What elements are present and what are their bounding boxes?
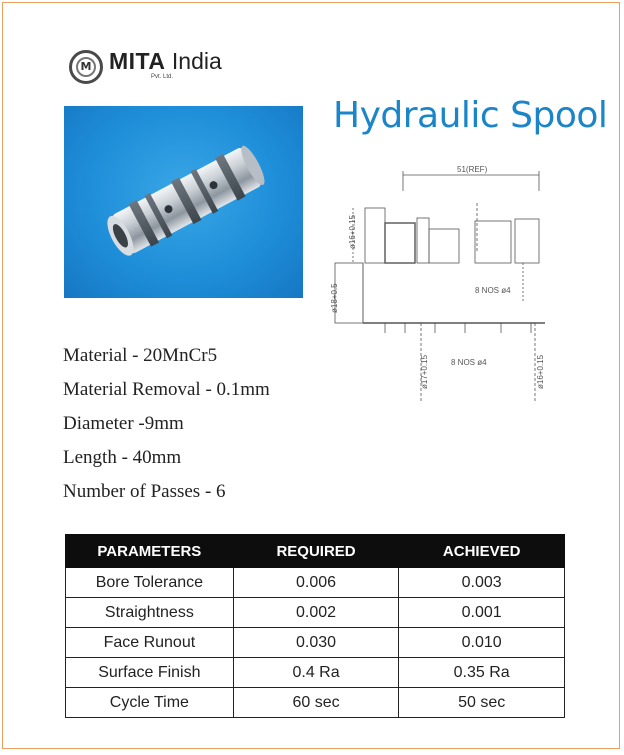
page-title: Hydraulic Spool xyxy=(333,95,608,136)
logo-subtitle: Pvt. Ltd. xyxy=(151,74,174,80)
header-achieved: ACHIEVED xyxy=(399,535,565,568)
spec-material: Material - 20MnCr5 xyxy=(63,345,218,366)
table-header-row xyxy=(66,535,565,568)
cell-parameter: Straightness xyxy=(66,598,234,628)
cell-achieved: 50 sec xyxy=(399,688,565,718)
drawing-label-2: ø18+0.5 xyxy=(330,283,339,313)
logo-name-bold: MITA xyxy=(109,48,166,74)
table-row xyxy=(66,628,565,658)
cell-achieved: 0.010 xyxy=(399,628,565,658)
spec-length: Length - 40mm xyxy=(63,447,182,468)
cell-parameter: Surface Finish xyxy=(66,658,234,688)
cell-achieved: 0.003 xyxy=(399,568,565,598)
mita-emblem-icon xyxy=(69,50,103,84)
logo-text xyxy=(109,50,222,80)
document-page xyxy=(2,2,620,749)
logo-wordmark xyxy=(109,50,222,73)
cell-parameter: Cycle Time xyxy=(66,688,234,718)
cell-required: 0.002 xyxy=(233,598,399,628)
spool-image xyxy=(64,106,303,298)
table-row xyxy=(66,598,565,628)
cell-required: 0.4 Ra xyxy=(233,658,399,688)
product-photo xyxy=(64,106,303,298)
drawing-label-4: ø16+0.15 xyxy=(536,354,545,389)
drawing-label-1: ø16+0.15 xyxy=(348,214,357,249)
drawing-label-3: ø17+0.15 xyxy=(420,354,429,389)
cell-required: 0.030 xyxy=(233,628,399,658)
cell-required: 60 sec xyxy=(233,688,399,718)
technical-drawing xyxy=(325,163,557,403)
drawing-label-6: 8 NOS ø4 xyxy=(451,358,487,367)
logo-name-rest: India xyxy=(165,48,222,74)
table-row xyxy=(66,658,565,688)
header-required: REQUIRED xyxy=(233,535,399,568)
spec-material-removal: Material Removal - 0.1mm xyxy=(63,379,270,400)
cell-parameter: Face Runout xyxy=(66,628,234,658)
cell-parameter: Bore Tolerance xyxy=(66,568,234,598)
drawing-label-5: 8 NOS ø4 xyxy=(475,286,511,295)
spec-list xyxy=(63,343,270,513)
cell-achieved: 0.35 Ra xyxy=(399,658,565,688)
company-logo xyxy=(69,50,222,84)
cell-achieved: 0.001 xyxy=(399,598,565,628)
spec-diameter: Diameter -9mm xyxy=(63,413,184,434)
parameters-table xyxy=(65,534,565,718)
spec-passes: Number of Passes - 6 xyxy=(63,481,226,502)
cell-required: 0.006 xyxy=(233,568,399,598)
table-row xyxy=(66,568,565,598)
header-parameters: PARAMETERS xyxy=(66,535,234,568)
drawing-top-dim: 51(REF) xyxy=(457,165,488,174)
logo-monogram: M xyxy=(80,60,92,73)
table-row xyxy=(66,688,565,718)
